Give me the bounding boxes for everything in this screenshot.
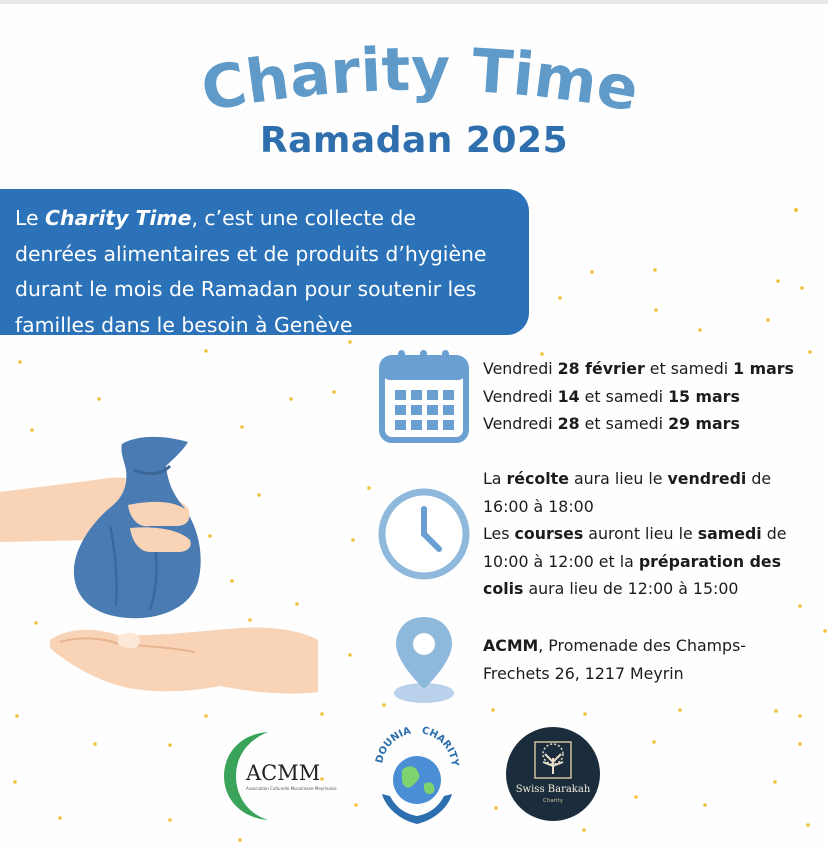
location-line-2: Frechets 26, 1217 Meyrin	[483, 663, 684, 683]
calendar-icon	[378, 348, 470, 444]
hand-with-bag-icon	[0, 437, 201, 618]
svg-text:Swiss Barakah: Swiss Barakah	[515, 784, 591, 795]
title-text: Charity Time	[196, 42, 644, 126]
schedule-line-3: Les courses auront lieu le samedi de	[483, 524, 787, 543]
banner-line-2: denrées alimentaires et de produits d’hygiène	[15, 241, 487, 266]
svg-text:Charity: Charity	[543, 798, 563, 804]
svg-text:ACMM: ACMM	[246, 761, 321, 785]
location-block	[483, 632, 746, 687]
dounia-charity-logo	[372, 724, 462, 828]
banner-line-1: Le Charity Time, c’est une collecte de	[15, 206, 416, 230]
date-line-2: Vendredi 14 et samedi 15 mars	[483, 386, 740, 406]
page-title	[160, 42, 680, 132]
clock-icon	[377, 487, 471, 581]
banner-line-3: durant le mois de Ramadan pour soutenir les	[15, 277, 477, 301]
date-line-1: Vendredi 28 février et samedi 1 mars	[483, 359, 794, 378]
svg-text:DOUNIA: DOUNIA	[374, 725, 413, 765]
page-subtitle: Ramadan 2025	[259, 120, 569, 161]
open-hand-icon	[50, 628, 318, 694]
intro-banner	[0, 189, 529, 335]
date-line-3: Vendredi 28 et samedi 29 mars	[483, 414, 740, 433]
svg-text:Charity Time	[196, 42, 644, 126]
location-pin-icon	[390, 613, 458, 705]
schedule-block	[483, 465, 786, 603]
donation-illustration	[0, 430, 330, 715]
schedule-line-4: 10:00 à 12:00 et la préparation des	[483, 551, 782, 571]
svg-text:Association Culturelle Musulma: Association Culturelle Musulmane Meyrinoise	[246, 786, 337, 791]
acmm-logo	[222, 730, 337, 822]
dates-block	[483, 355, 794, 438]
schedule-line-1: La récolte aura lieu le vendredi de	[483, 469, 772, 488]
location-line-1: ACMM, Promenade des Champs-	[483, 636, 747, 655]
schedule-line-2: 16:00 à 18:00	[483, 496, 594, 516]
schedule-line-5: colis aura lieu de 12:00 à 15:00	[483, 579, 739, 598]
swiss-barakah-logo	[505, 726, 601, 822]
svg-text:CHARITY: CHARITY	[420, 725, 461, 767]
banner-line-4: familles dans le besoin à Genève	[15, 312, 353, 337]
